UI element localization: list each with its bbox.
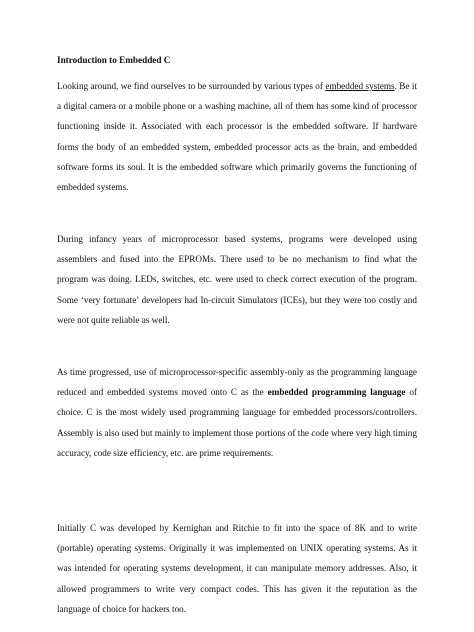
paragraph-text: As time progressed, use of microprocessor-specific assembly-only as the programming language reduced and embedded systems moved onto C as the [57, 367, 417, 398]
paragraph-text: . Be it a digital camera or a mobile phone or a washing machine, all of them has some kind of processor functioning inside it. Associated with each processor is the embedded software. If hardware forms the body of an embedded system, embedded processor acts as the brain, and embedded software forms its soul. It is the embedded software which primarily governs the functioning of embedded systems. [57, 81, 417, 193]
document-title: Introduction to Embedded C [57, 55, 171, 65]
embedded-systems-link[interactable]: embedded systems [325, 81, 395, 91]
paragraph-text: Looking around, we find ourselves to be surrounded by various types of [57, 81, 326, 91]
paragraph-c-history: Initially C was developed by Kernighan and Ritchie to fit into the space of 8K and to write (portable) operating systems. Originally it was implemented on UNIX operating systems. As it was intended for operating systems development, it can manipulate memory addresses. Also, it allowed programmers to write very compact codes. This has given it the reputation as the language of choice for hackers too. [57, 523, 417, 614]
emphasis-embedded-programming-language: embedded programming language [267, 387, 406, 398]
paragraph-embedded-intro [57, 76, 417, 197]
paragraph-text: of choice. C is the most widely used programming language for embedded processors/controllers. Assembly is also used but mainly to implement those portions of the code where very high timing accuracy, code size efficiency, etc. are prime requirements. [57, 387, 417, 458]
paragraph-time-progressed [57, 362, 417, 463]
paragraph-infancy-years: During infancy years of microprocessor based systems, programs were developed using assemblers and fused into the EPROMs. There used to be no mechanism to find what the program was doing. LEDs, switches, etc. were used to check correct execution of the program. Some ‘very fortunate’ developers had In-circuit Simulators (ICEs), but they were too costly and were not quite reliable as well. [57, 234, 417, 325]
